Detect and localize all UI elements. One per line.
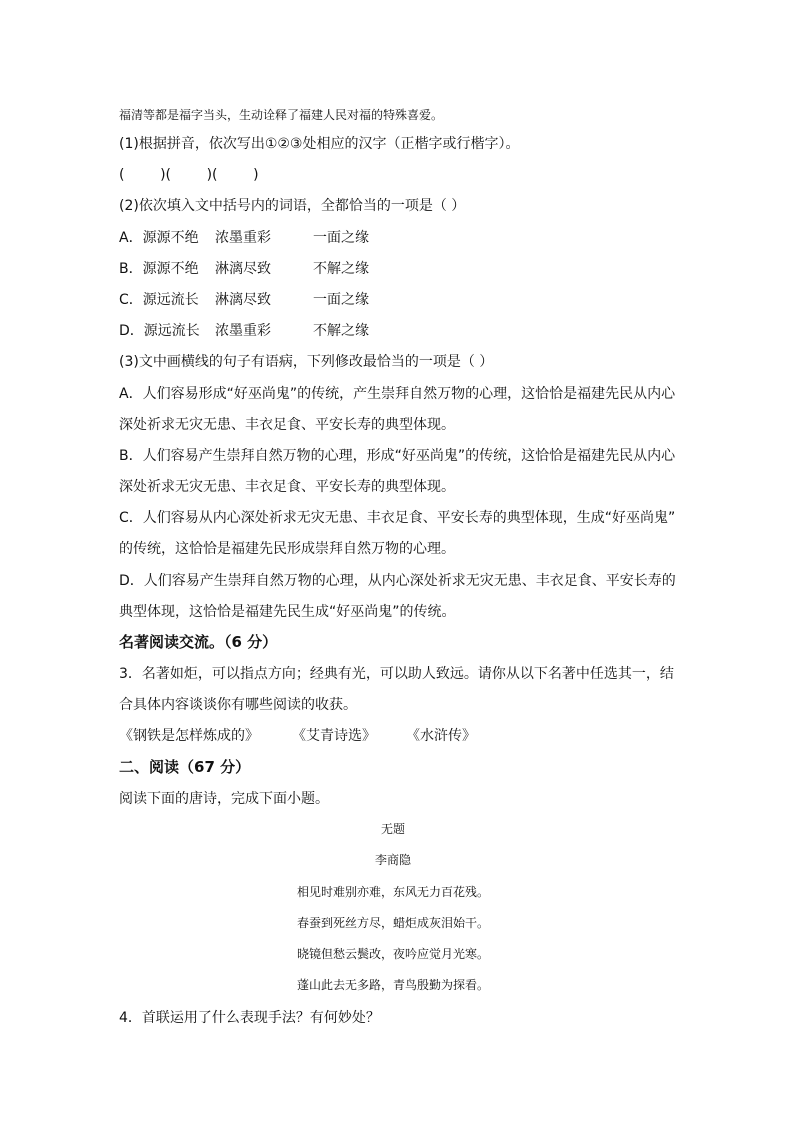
option-word-2: 淋漓尽致 (215, 292, 271, 308)
question-famous-line-2: 合具体内容谈谈你有哪些阅读的收获。 (119, 697, 357, 713)
poem-line: 蓬山此去无多路，青鸟殷勤为探看。 (296, 978, 489, 992)
option-label: C．源远流长 (119, 292, 199, 308)
question-2-option-a (119, 229, 369, 247)
section-heading-reading: 二、阅读（67 分） (119, 758, 251, 776)
section-heading-famous-books: 名著阅读交流。（6 分） (119, 633, 278, 651)
option-word-2: 浓墨重彩 (215, 323, 271, 339)
question-3-option-a-line-1: A．人们容易形成“好巫尚鬼”的传统，产生崇拜自然万物的心理，这恰恰是福建先民从内心 (119, 386, 676, 402)
question-famous-line-1: 3．名著如炬，可以指点方向；经典有光，可以助人致远。请你从以下名著中任选其一，结 (119, 666, 674, 682)
question-4-prompt: 4．首联运用了什么表现手法？有何妙处？ (119, 1010, 380, 1026)
question-3-option-d-line-1: D．人们容易产生崇拜自然万物的心理，从内心深处祈求无灾无患、丰衣足食、平安长寿的 (119, 573, 676, 589)
book-title: 《钢铁是怎样炼成的》 (119, 728, 259, 744)
book-title: 《水浒传》 (406, 728, 476, 744)
question-3-option-b-line-2: 深处祈求无灾无患、丰衣足食、平安长寿的典型体现。 (119, 479, 455, 495)
reading-instruction: 阅读下面的唐诗，完成下面小题。 (119, 791, 329, 807)
option-word-3: 一面之缘 (313, 292, 369, 308)
question-3-prompt: (3)文中画横线的句子有语病，下列修改最恰当的一项是（ ） (119, 354, 494, 370)
book-list (119, 727, 476, 745)
question-1-prompt: (1)根据拼音，依次写出①②③处相应的汉字（正楷字或行楷字）。 (119, 136, 520, 152)
poem-line: 相见时难别亦难，东风无力百花残。 (296, 885, 489, 899)
poem-line: 晓镜但愁云鬓改，夜吟应觉月光寒。 (296, 947, 489, 961)
question-2-prompt: (2)依次填入文中括号内的词语，全都恰当的一项是（ ） (119, 198, 466, 214)
question-3-option-a-line-2: 深处祈求无灾无患、丰衣足食、平安长寿的典型体现。 (119, 417, 455, 433)
book-title: 《艾青诗选》 (292, 728, 376, 744)
question-3-option-c-line-2: 的传统，这恰恰是福建先民形成崇拜自然万物的心理。 (119, 541, 455, 557)
question-2-option-c (119, 291, 369, 309)
option-label: D．源远流长 (119, 323, 200, 339)
option-label: B．源源不绝 (119, 261, 199, 277)
intro-line: 福清等都是福字当头，生动诠释了福建人民对福的特殊喜爱。 (119, 108, 444, 122)
option-word-2: 淋漓尽致 (215, 261, 271, 277)
poem-line: 春蚕到死丝方尽，蜡炬成灰泪始干。 (296, 916, 489, 930)
question-1-blanks: ( )( )( ) (119, 167, 259, 183)
question-2-option-b (119, 260, 369, 278)
question-3-option-c-line-1: C．人们容易从内心深处祈求无灾无患、丰衣足食、平安长寿的典型体现，生成“好巫尚鬼” (119, 510, 676, 526)
question-3-option-b-line-1: B．人们容易产生崇拜自然万物的心理，形成“好巫尚鬼”的传统，这恰恰是福建先民从内心 (119, 448, 676, 464)
option-word-2: 浓墨重彩 (215, 230, 271, 246)
option-word-3: 不解之缘 (313, 323, 369, 339)
poem-author: 李商隐 (374, 853, 411, 867)
option-word-3: 一面之缘 (313, 230, 369, 246)
question-3-option-d-line-2: 典型体现，这恰恰是福建先民生成“好巫尚鬼”的传统。 (119, 604, 456, 620)
poem-title: 无题 (380, 822, 405, 836)
option-word-3: 不解之缘 (313, 261, 369, 277)
option-label: A．源源不绝 (119, 230, 199, 246)
question-2-option-d (119, 322, 369, 340)
